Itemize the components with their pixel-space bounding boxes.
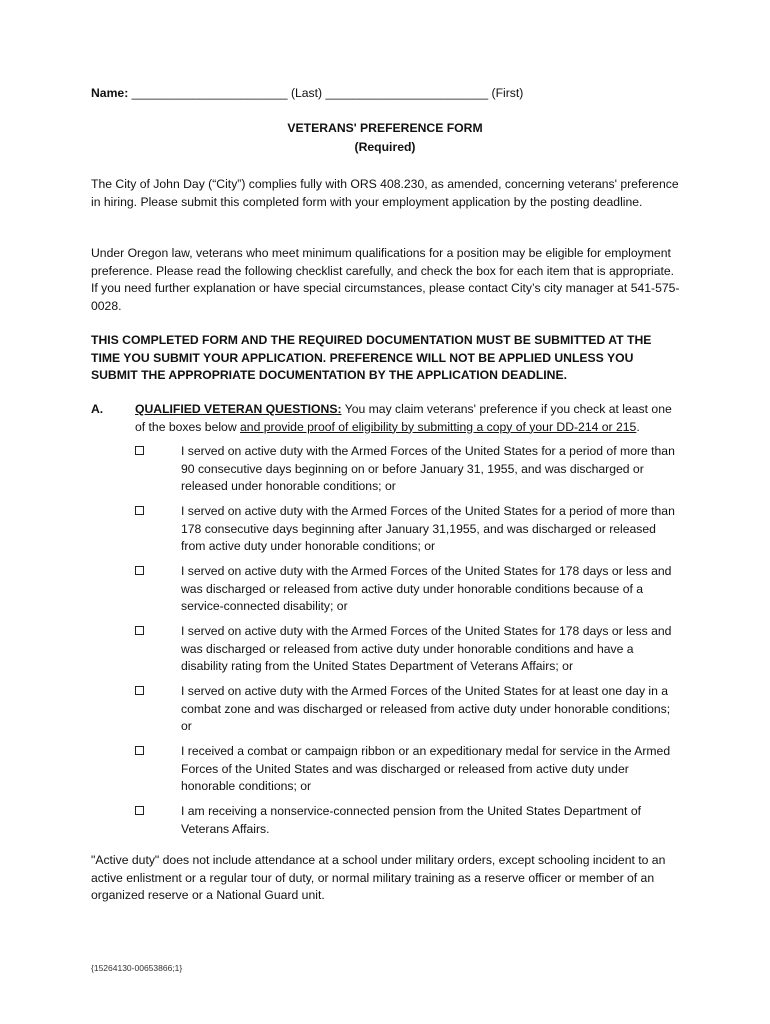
section-a-intro (135, 401, 685, 436)
checkbox[interactable] (135, 446, 144, 455)
checklist-item-text: I served on active duty with the Armed Forces of the United States for 178 days or less and was discharged or released from active duty under honorable conditions because of a service-connected disability; or (181, 564, 672, 614)
form-title-required: (Required) (354, 140, 416, 154)
document-id: {15264130-00653866;1} (91, 963, 183, 973)
checkbox[interactable] (135, 746, 144, 755)
form-title-main: VETERANS' PREFERENCE FORM (287, 121, 483, 135)
section-a-intro-text: You may claim veterans' preference if you check at least one of the boxes below (135, 402, 672, 434)
checklist-item-text: I am receiving a nonservice-connected pension from the United States Department of Veterans Affairs. (181, 804, 641, 836)
checkbox[interactable] (135, 566, 144, 575)
checkbox[interactable] (135, 626, 144, 635)
name-label: Name: (91, 86, 129, 100)
checkbox[interactable] (135, 806, 144, 815)
active-duty-definition: "Active duty" does not include attendance at a school under military orders, except schooling incident to an active enlistment or a regular tour of duty, or normal military training as a reserve officer or member of an organized reserve or a National Guard unit. (91, 853, 666, 903)
checklist-item-text: I served on active duty with the Armed Forces of the United States for a period of more than 90 consecutive days beginning on or before January 31, 1955, and was discharged or released under honorable conditions; or (181, 444, 675, 494)
section-a-intro-end: . (636, 419, 640, 434)
checklist-item-text: I served on active duty with the Armed Forces of the United States for at least one day in a combat zone and was discharged or released from active duty under honorable conditions; or (181, 684, 671, 734)
checklist-item-text: I served on active duty with the Armed Forces of the United States for 178 days or less and was discharged or released from active duty under honorable conditions and have a disability rating from the United States Department of Veterans Affairs; or (181, 624, 672, 674)
form-title (0, 120, 770, 158)
checklist-item-text: I served on active duty with the Armed Forces of the United States for a period of more than 178 consecutive days beginning after January 31,1955, and was discharged or released from active duty under honorable conditions; or (181, 504, 675, 554)
section-a-letter: A. (91, 402, 104, 416)
intro-paragraph: The City of John Day (“City”) complies fully with ORS 408.230, as amended, concerning veterans' preference in hiring. Please submit this completed form with your employment application by the posting deadline. (91, 177, 679, 209)
section-a-proof-requirement: and provide proof of eligibility by submitting a copy of your DD-214 or 215 (240, 419, 637, 434)
checkbox[interactable] (135, 506, 144, 515)
checkbox[interactable] (135, 686, 144, 695)
submission-warning: THIS COMPLETED FORM AND THE REQUIRED DOCUMENTATION MUST BE SUBMITTED AT THE TIME YOU SUBMIT YOUR APPLICATION. PREFERENCE WILL NOT BE APPLIED UNLESS YOU SUBMIT THE APPROPRIATE DOCUMENTATION BY THE APPLICATION DEADLINE. (91, 333, 652, 383)
checklist-item-text: I received a combat or campaign ribbon or an expeditionary medal for service in the Armed Forces of the United States and was discharged or released from active duty under honorable conditions; or (181, 744, 671, 794)
name-field-line (91, 85, 691, 103)
oregon-law-paragraph: Under Oregon law, veterans who meet minimum qualifications for a position may be eligible for employment preference. Please read the following checklist carefully, and check the box for each item that is appropriate. If you need further explanation or have special circumstances, please contact City’s city manager at 541-575-0028. (91, 246, 680, 313)
section-a-heading: QUALIFIED VETERAN QUESTIONS: (135, 402, 342, 416)
name-blanks[interactable]: _______________________ (Last) ________________________ (First) (131, 86, 524, 100)
